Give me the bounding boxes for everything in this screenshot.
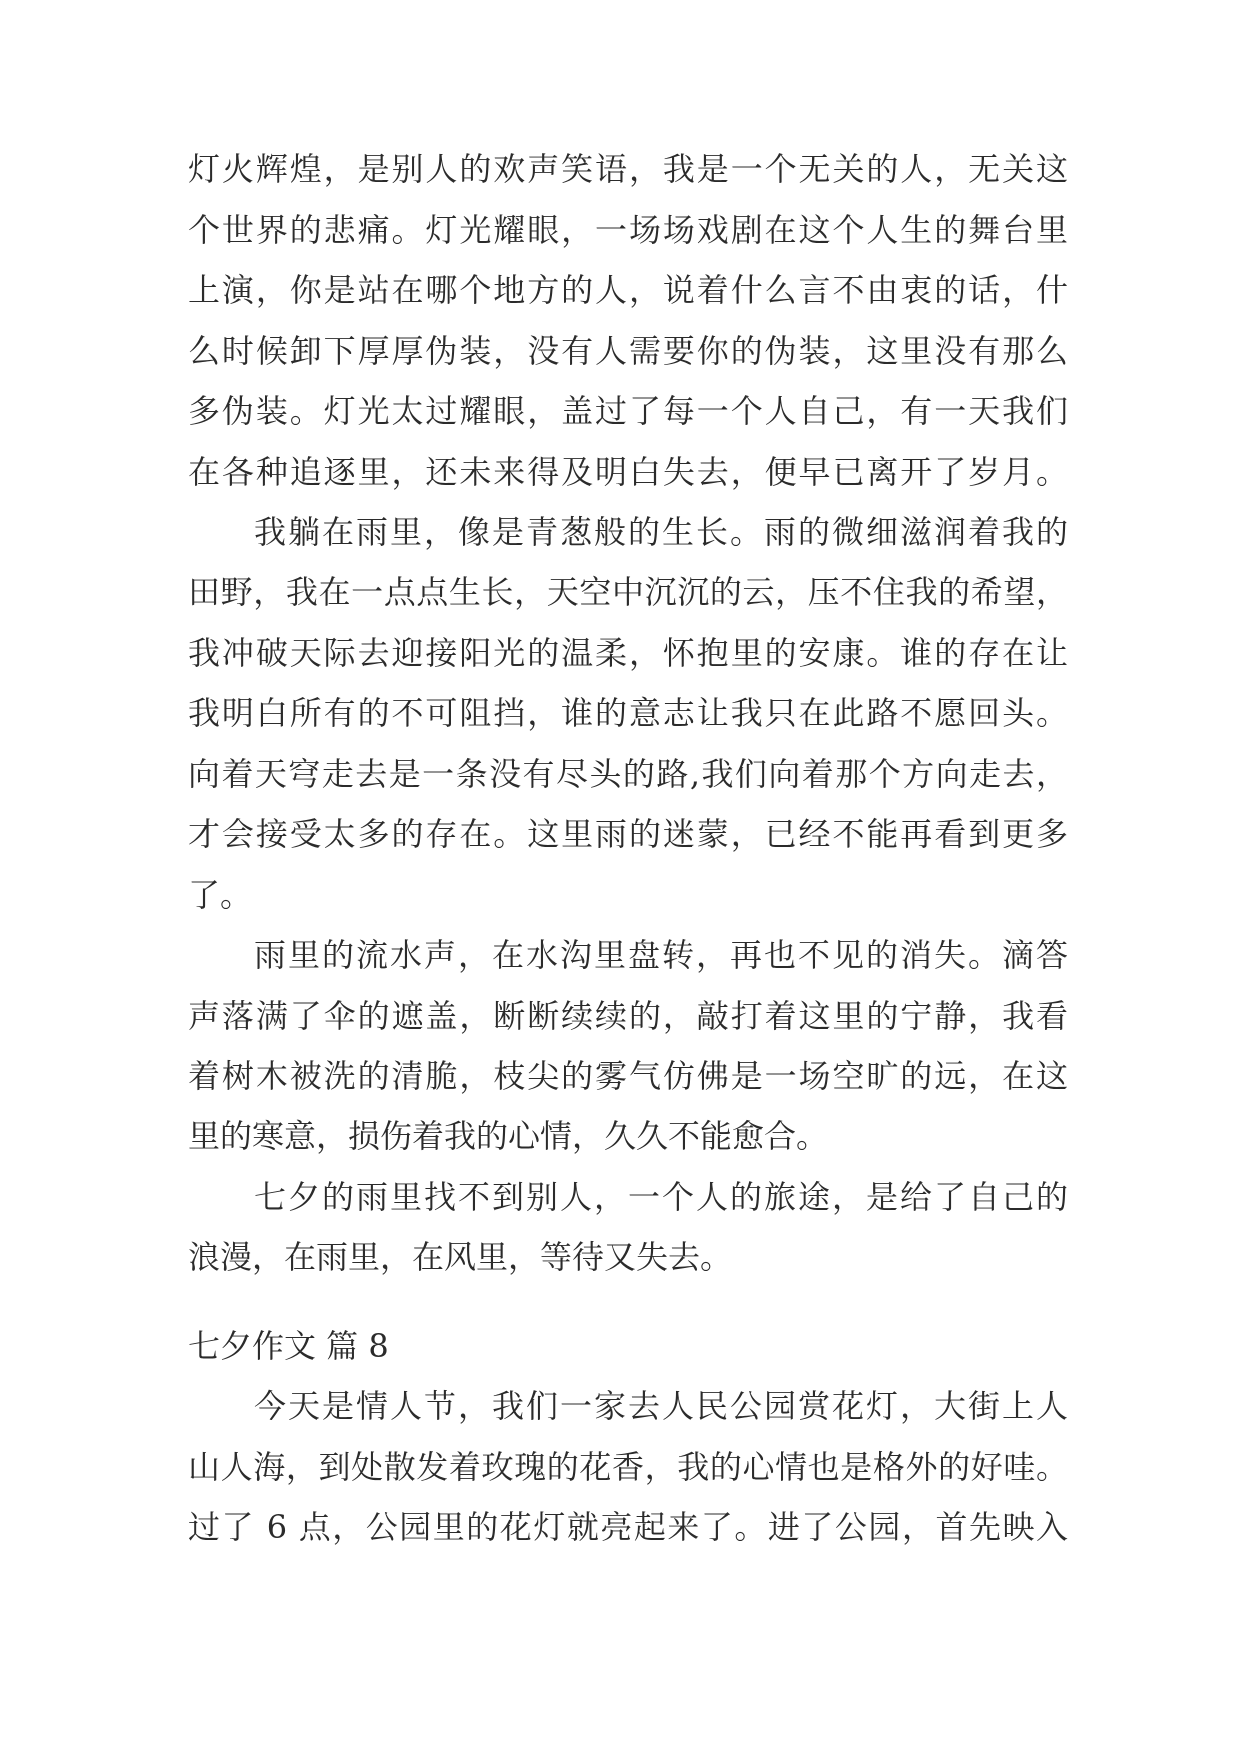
- text-line: 着树木被洗的清脆，枝尖的雾气仿佛是一场空旷的远，在这: [188, 1057, 1068, 1095]
- text-line: 么时候卸下厚厚伪装，没有人需要你的伪装，这里没有那么: [188, 332, 1068, 370]
- text-line: 上演，你是站在哪个地方的人，说着什么言不由衷的话，什: [188, 271, 1068, 309]
- text-line: 田野，我在一点点生长，天空中沉沉的云，压不住我的希望，: [188, 573, 1068, 611]
- text-line: 浪漫，在雨里，在风里，等待又失去。: [188, 1238, 733, 1276]
- text-line: 在各种追逐里，还未来得及明白失去，便早已离开了岁月。: [188, 453, 1068, 491]
- text-line: 我冲破天际去迎接阳光的温柔，怀抱里的安康。谁的存在让: [188, 634, 1068, 672]
- text-line: 多伪装。灯光太过耀眼，盖过了每一个人自己，有一天我们: [188, 392, 1068, 430]
- text-line: 向着天穹走去是一条没有尽头的路,我们向着那个方向走去，: [188, 755, 1068, 793]
- text-line: 灯火辉煌，是别人的欢声笑语，我是一个无关的人，无关这: [188, 150, 1068, 188]
- text-line: 山人海，到处散发着玫瑰的花香，我的心情也是格外的好哇。: [188, 1448, 1068, 1486]
- paragraph-first-line: 雨里的流水声，在水沟里盘转，再也不见的消失。滴答: [254, 936, 1068, 974]
- text-line: 才会接受太多的存在。这里雨的迷蒙，已经不能再看到更多: [188, 815, 1068, 853]
- paragraph-first-line: 今天是情人节，我们一家去人民公园赏花灯，大街上人: [254, 1387, 1068, 1425]
- text-line: 我明白所有的不可阻挡，谁的意志让我只在此路不愿回头。: [188, 694, 1068, 732]
- paragraph-first-line: 我躺在雨里，像是青葱般的生长。雨的微细滋润着我的: [254, 513, 1068, 551]
- paragraph-first-line: 七夕的雨里找不到别人，一个人的旅途，是给了自己的: [254, 1178, 1068, 1216]
- text-line: 了。: [188, 876, 253, 914]
- text-line: 声落满了伞的遮盖，断断续续的，敲打着这里的宁静，我看: [188, 997, 1068, 1035]
- text-line: 过了 6 点，公园里的花灯就亮起来了。进了公园，首先映入: [188, 1508, 1068, 1546]
- text-line: 个世界的悲痛。灯光耀眼，一场场戏剧在这个人生的舞台里: [188, 211, 1068, 249]
- text-line: 里的寒意，损伤着我的心情，久久不能愈合。: [188, 1117, 829, 1155]
- section-heading: 七夕作文 篇 8: [188, 1327, 389, 1365]
